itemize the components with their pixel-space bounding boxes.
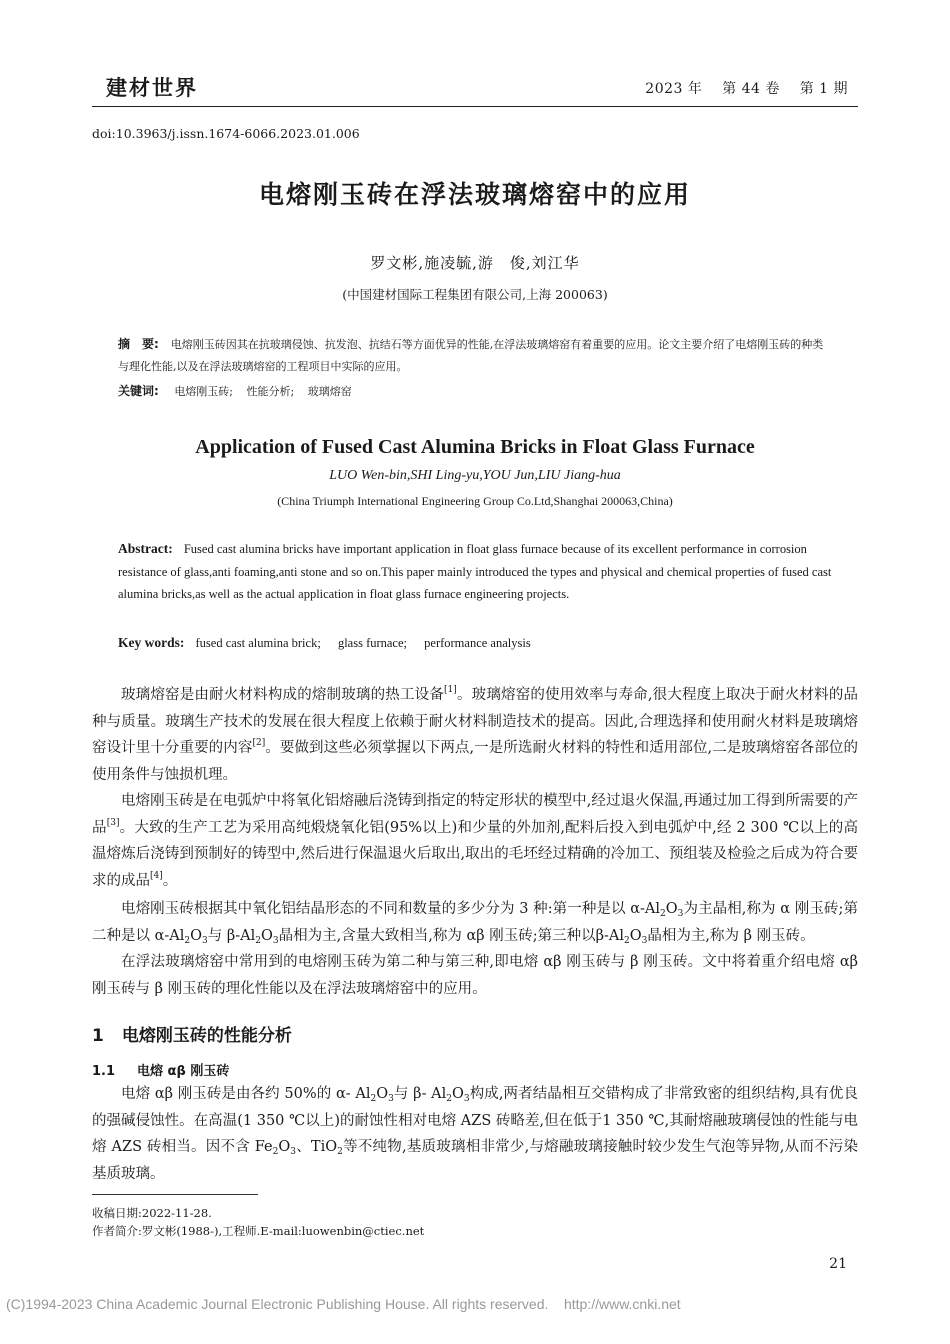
citation: [3] <box>106 817 120 828</box>
keyword: 电熔刚玉砖; <box>174 385 234 398</box>
section-heading: 1 电熔刚玉砖的性能分析 <box>92 1026 292 1046</box>
copyright-notice: (C)1994-2023 China Academic Journal Electronic Publishing House. All rights reserved. http://www.cnki.net <box>6 1296 681 1312</box>
journal-name: 建材世界 <box>106 76 198 100</box>
english-affiliation: (China Triumph International Engineering Group Co.Ltd,Shanghai 200063,China) <box>277 494 673 508</box>
paragraph: 电熔刚玉砖根据其中氧化铝结晶形态的不同和数量的多少分为 3 种:第一种是以 $\alpha-Al_2O_3$为主晶相,称为 α 刚玉砖;第二种是以 $\alpha-Al_2O_3$与 $\beta-Al_2O_3$晶相为主,含量大致相当,称为 αβ 刚玉砖;第三种以$\beta-Al_2O_3$晶相为主,称为 β 刚玉砖。 <box>92 901 858 946</box>
paragraph: 电熔刚玉砖是在电弧炉中将氧化铝熔融后浇铸到指定的特定形状的模型中,经过退火保温,再通过加工得到所需要的产品[3]。大致的生产工艺为采用高纯煅烧氧化铝(95%以上)和少量的外加剂,配料后投入到电弧炉中,经 2 300 ℃以上的高温熔炼后浇铸到预制好的铸型中,然后进行保温退火后取出,取出的毛坯经过精确的冷加工、预组装及检验之后成为符合要求的成品[4]。 <box>92 793 858 889</box>
english-abstract-label: Abstract: <box>118 541 173 556</box>
chinese-abstract-text: 电熔刚玉砖因其在抗玻璃侵蚀、抗发泡、抗结石等方面优异的性能,在浮法玻璃熔窑有着重要的应用。论文主要介绍了电熔刚玉砖的种类与理化性能,以及在浮法玻璃熔窑的工程项目中实际的应用。 <box>118 338 824 373</box>
english-keywords-label: Key words: <box>118 635 185 650</box>
body-text <box>92 682 858 1002</box>
citation: [2] <box>252 738 266 748</box>
paragraph: 电熔 αβ 刚玉砖是由各约 50%的 α- $Al_2O_3$与 β- $Al_2O_3$构成,两者结晶相互交错构成了非常致密的组织结构,具有优良的强碱侵蚀性。在高温(1 350 ℃以上)的耐蚀性相对电熔 AZS 砖略差,但在低于1 350 ℃,其耐熔融玻璃侵蚀的性能与电熔 AZS 砖相当。因不含 $Fe_2O_3$、TiO$_2$等不纯物,基质玻璃相非常少,与熔融玻璃接触时较少发生气泡等异物,从而不污染基质玻璃。 <box>92 1086 859 1182</box>
english-authors: LUO Wen-bin,SHI Ling-yu,YOU Jun,LIU Jiang-hua <box>329 468 621 483</box>
keyword: 性能分析; <box>246 385 295 398</box>
keyword: fused cast alumina brick; <box>195 636 321 650</box>
chinese-title: 电熔刚玉砖在浮法玻璃熔窑中的应用 <box>258 180 691 209</box>
issue-info: 2023 年 第 44 卷 第 1 期 <box>645 81 848 97</box>
keyword: 玻璃熔窑 <box>307 385 352 398</box>
chinese-keywords-label: 关键词: <box>118 384 159 398</box>
english-abstract <box>118 538 832 606</box>
paragraph: 玻璃熔窑是由耐火材料构成的熔制玻璃的热工设备[1]。玻璃熔窑的使用效率与寿命,很大程度上取决于耐火材料的品种与质量。玻璃生产技术的发展在很大程度上依赖于耐火材料制造技术的提高。因此,合理选择和使用耐火材料是玻璃熔窑设计里十分重要的内容[2]。要做到这些必须掌握以下两点,一是所选耐火材料的特性和适用部位,二是玻璃熔窑各部位的使用条件与蚀损机理。 <box>92 685 859 783</box>
footnote-divider <box>92 1194 258 1195</box>
doi: doi:10.3963/j.issn.1674-6066.2023.01.006 <box>92 126 360 141</box>
chinese-abstract-label: 摘 要: <box>118 337 159 351</box>
journal-header <box>92 72 858 107</box>
keyword: glass furnace; <box>337 636 408 650</box>
page-number: 21 <box>829 1256 847 1272</box>
paragraph: 在浮法玻璃熔窑中常用到的电熔刚玉砖为第二种与第三种,即电熔 αβ 刚玉砖与 β 刚玉砖。文中将着重介绍电熔 αβ 刚玉砖与 β 刚玉砖的理化性能以及在浮法玻璃熔窑中的应用。 <box>92 954 858 997</box>
subsection-heading: 1.1 电熔 αβ 刚玉砖 <box>92 1064 230 1079</box>
english-title: Application of Fused Cast Alumina Bricks in Float Glass Furnace <box>195 436 755 458</box>
chinese-keywords <box>118 380 832 403</box>
citation: [4] <box>150 870 163 881</box>
citation: [1] <box>444 685 457 695</box>
english-keywords <box>118 632 832 655</box>
author-bio: 作者简介:罗文彬(1988-),工程师.E-mail:luowenbin@ctiec.net <box>92 1224 425 1238</box>
body-text-section-1-1 <box>92 1081 858 1187</box>
keyword: performance analysis <box>424 636 531 650</box>
received-date: 收稿日期:2022-11-28. <box>92 1206 212 1220</box>
chinese-abstract <box>118 333 832 378</box>
english-abstract-text: Fused cast alumina bricks have important application in float glass furnace because of its excellent performance in corrosion resistance of glass,anti foaming,anti stone and so on.This paper mainly introduced the types and physical and chemical properties of fused cast alumina bricks,as well as the actual application in float glass furnace engineering projects. <box>118 542 832 601</box>
chinese-authors: 罗文彬,施凌毓,游 俊,刘江华 <box>370 254 580 272</box>
chinese-affiliation: (中国建材国际工程集团有限公司,上海 200063) <box>342 287 608 302</box>
